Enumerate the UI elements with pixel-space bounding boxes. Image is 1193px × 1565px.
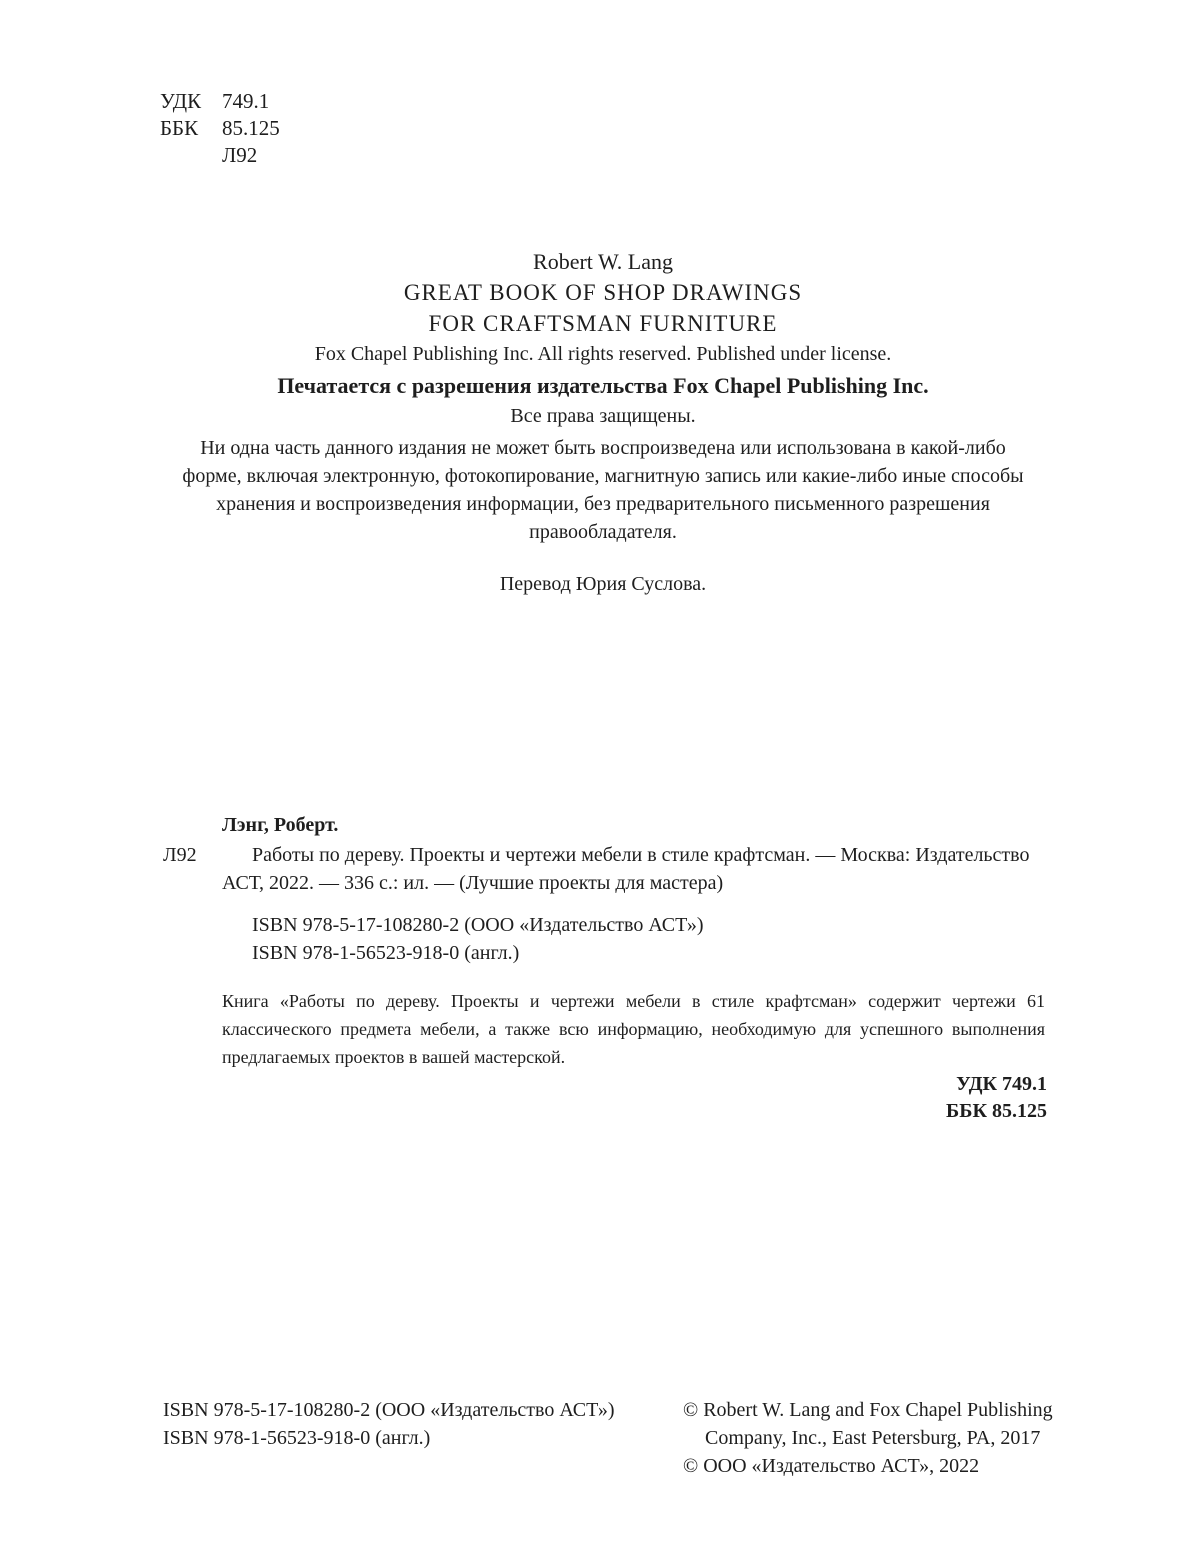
catalog-isbn-en: ISBN 978-1-56523-918-0 (англ.) <box>252 942 520 964</box>
copyright-ru: © ООО «Издательство АСТ», 2022 <box>683 1455 980 1477</box>
udk-value: 749.1 <box>222 89 270 113</box>
bibliographic-entry-line-2: АСТ, 2022. — 336 с.: ил. — (Лучшие проекты для мастера) <box>222 872 724 894</box>
copyright-en-line-1: © Robert W. Lang and Fox Chapel Publishing <box>683 1399 1053 1421</box>
license-statement: Fox Chapel Publishing Inc. All rights reserved. Published under license. <box>314 343 892 365</box>
udk-bbk-right-block <box>946 1071 1047 1125</box>
udk-row <box>160 88 280 115</box>
rights-reserved-statement: Все права защищены. <box>510 405 696 427</box>
restriction-line-3: хранения и воспроизведения информации, без предварительного письменного разрешения <box>216 493 990 515</box>
restriction-line-4: правообладателя. <box>529 521 677 543</box>
catalog-isbn-ru: ISBN 978-5-17-108280-2 (ООО «Издательство АСТ») <box>252 914 704 936</box>
bbk-label: ББК <box>160 116 199 140</box>
catalog-author-code: Л92 <box>163 844 197 866</box>
footer-isbn-ru: ISBN 978-5-17-108280-2 (ООО «Издательство АСТ») <box>163 1399 615 1421</box>
copyright-en-line-2: Company, Inc., East Petersburg, PA, 2017 <box>705 1427 1041 1449</box>
classification-index <box>160 88 280 169</box>
original-title-line-1: GREAT BOOK OF SHOP DRAWINGS <box>403 280 803 305</box>
udk-label: УДК <box>160 89 202 113</box>
bbk-row <box>160 115 280 142</box>
translation-credit: Перевод Юрия Суслова. <box>499 573 707 595</box>
footer-isbn-block <box>163 1396 615 1452</box>
title-rights-block <box>30 246 1176 598</box>
original-title-line-2: FOR CRAFTSMAN FURNITURE <box>428 311 778 336</box>
bibliographic-entry-line-1: Работы по дереву. Проекты и чертежи мебели в стиле крафтсман. — Москва: Издательство <box>252 844 1030 866</box>
author-code-row <box>160 142 280 169</box>
permission-statement: Печатается с разрешения издательства Fox Chapel Publishing Inc. <box>277 373 929 398</box>
udk-right: УДК 749.1 <box>956 1073 1047 1095</box>
footer-copyright-block <box>683 1396 1113 1480</box>
reproduction-restriction-paragraph <box>30 434 1176 546</box>
author-code-value: Л92 <box>222 143 258 167</box>
bbk-value: 85.125 <box>222 116 280 140</box>
book-annotation: Книга «Работы по дереву. Проекты и чертежи мебели в стиле крафтсман» содержит чертежи 61 классического предмета мебели, а также всю информацию, необходимую для успешного выполнения предлагаемых проектов в вашей мастерской. <box>222 991 1045 1067</box>
restriction-line-1: Ни одна часть данного издания не может быть воспроизведена или использована в какой-либо <box>200 437 1006 459</box>
catalog-isbn-block <box>252 911 704 967</box>
bbk-right: ББК 85.125 <box>946 1100 1047 1122</box>
bibliographic-entry <box>222 841 1082 897</box>
footer-isbn-en: ISBN 978-1-56523-918-0 (англ.) <box>163 1427 431 1449</box>
restriction-line-2: форме, включая электронную, фотокопирование, магнитную запись или какие-либо иные способы <box>182 465 1024 487</box>
catalog-author-heading: Лэнг, Роберт. <box>222 814 339 836</box>
original-author: Robert W. Lang <box>533 249 673 274</box>
